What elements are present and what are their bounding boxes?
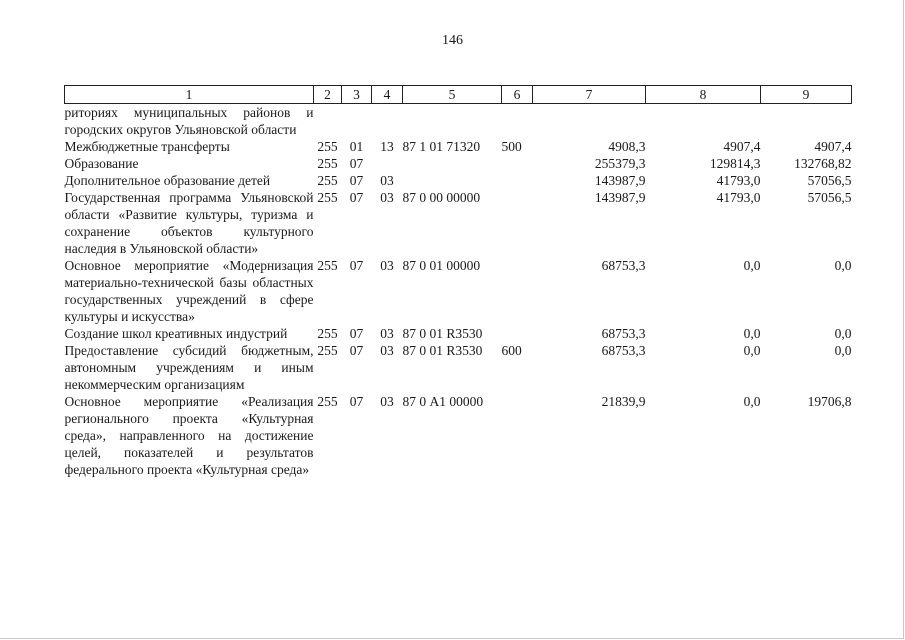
cell-section: 07 [349, 173, 364, 188]
cell-target-article: 87 0 01 R3530 [402, 326, 483, 341]
header-row [65, 86, 852, 104]
cell-section: 07 [349, 190, 364, 205]
header-cell: 8 [646, 86, 761, 104]
header-cell: 6 [502, 86, 533, 104]
header-cell: 1 [65, 86, 314, 104]
cell-amount-2 [646, 104, 761, 139]
cell-section: 07 [349, 258, 364, 273]
cell-expense-type [502, 104, 533, 139]
table-row [65, 393, 852, 478]
header-cell: 5 [403, 86, 502, 104]
header-cell: 7 [533, 86, 646, 104]
header-cell: 2 [314, 86, 342, 104]
cell-subsection: 03 [380, 326, 394, 341]
table-body [65, 104, 852, 479]
cell-expense-type [502, 155, 533, 172]
cell-section: 07 [349, 156, 364, 171]
cell-amount-3: 132768,82 [794, 156, 852, 171]
cell-amount-2: 0,0 [743, 343, 761, 358]
cell-ministry: 255 [317, 394, 338, 409]
header-cell: 4 [372, 86, 403, 104]
header-cell: 9 [761, 86, 852, 104]
cell-ministry: 255 [317, 173, 338, 188]
cell-subsection: 03 [380, 173, 394, 188]
row-name: Образование [64, 156, 139, 171]
row-name: Межбюджетные трансферты [64, 139, 230, 154]
cell-target-article: 87 1 01 71320 [402, 139, 481, 154]
cell-amount-1: 68753,3 [601, 258, 646, 273]
cell-amount-1: 143987,9 [594, 173, 646, 188]
cell-amount-2: 4907,4 [723, 139, 761, 154]
cell-expense-type [502, 325, 533, 342]
cell-amount-2: 41793,0 [716, 173, 761, 188]
cell-subsection [372, 104, 403, 139]
cell-subsection: 13 [380, 139, 394, 154]
cell-amount-3: 0,0 [834, 326, 852, 341]
cell-amount-3: 4907,4 [814, 139, 852, 154]
cell-subsection: 03 [380, 343, 394, 358]
page-number: 146 [442, 33, 463, 48]
row-name: Дополнительное образование детей [64, 173, 271, 188]
row-name: Предоставление субсидий бюджетным, автономным учреждениям и иным некоммерческим организациям [64, 343, 314, 392]
cell-ministry [314, 104, 342, 139]
cell-target-article: 87 0 А1 00000 [402, 394, 484, 409]
cell-target-article [403, 172, 502, 189]
cell-amount-1: 255379,3 [594, 156, 646, 171]
cell-amount-2: 129814,3 [709, 156, 761, 171]
cell-amount-1 [533, 104, 646, 139]
cell-expense-type: 500 [501, 139, 522, 154]
cell-amount-1: 143987,9 [594, 190, 646, 205]
cell-amount-2: 0,0 [743, 326, 761, 341]
cell-section: 01 [349, 139, 364, 154]
cell-amount-1: 21839,9 [601, 394, 646, 409]
cell-subsection: 03 [380, 258, 394, 273]
cell-amount-3: 57056,5 [807, 173, 852, 188]
header-cell: 3 [342, 86, 372, 104]
cell-amount-3: 57056,5 [807, 190, 852, 205]
cell-ministry: 255 [317, 190, 338, 205]
cell-amount-2: 0,0 [743, 258, 761, 273]
cell-ministry: 255 [317, 258, 338, 273]
table-row [65, 257, 852, 325]
cell-subsection [372, 155, 403, 172]
cell-expense-type [502, 172, 533, 189]
table-row [65, 155, 852, 172]
row-name: Государственная программа Ульяновской области «Развитие культуры, туризма и сохранение объектов культурного наследия в Ульяновской области» [64, 190, 314, 256]
cell-amount-2: 0,0 [743, 394, 761, 409]
cell-target-article: 87 0 01 00000 [402, 258, 481, 273]
row-name: Создание школ креативных индустрий [64, 326, 288, 341]
cell-amount-3: 19706,8 [807, 394, 852, 409]
cell-section: 07 [349, 326, 364, 341]
budget-table [64, 85, 852, 478]
cell-amount-1: 68753,3 [601, 326, 646, 341]
cell-subsection: 03 [380, 394, 394, 409]
cell-ministry: 255 [317, 326, 338, 341]
cell-section [342, 104, 372, 139]
cell-ministry: 255 [317, 156, 338, 171]
cell-section: 07 [349, 343, 364, 358]
table-row [65, 138, 852, 155]
table-row [65, 342, 852, 393]
table-row [65, 172, 852, 189]
cell-section: 07 [349, 394, 364, 409]
cell-amount-3: 0,0 [834, 258, 852, 273]
table-row [65, 189, 852, 257]
cell-subsection: 03 [380, 190, 394, 205]
row-name: риториях муниципальных районов и городских округов Ульяновской области [64, 105, 314, 137]
cell-target-article [403, 155, 502, 172]
cell-amount-3 [761, 104, 852, 139]
cell-amount-1: 4908,3 [608, 139, 646, 154]
row-name: Основное мероприятие «Реализация регионального проекта «Культурная среда», направленного на достижение целей, показателей и результатов федерального проекта «Культурная среда» [64, 394, 314, 477]
table-row [65, 325, 852, 342]
cell-ministry: 255 [317, 343, 338, 358]
table-row [65, 104, 852, 139]
cell-target-article [403, 104, 502, 139]
cell-target-article: 87 0 01 R3530 [402, 343, 483, 358]
cell-expense-type: 600 [501, 343, 522, 358]
row-name: Основное мероприятие «Модернизация материально-технической базы областных государственных учреждений в сфере культуры и искусства» [64, 258, 314, 324]
cell-target-article: 87 0 00 00000 [402, 190, 481, 205]
cell-amount-3: 0,0 [834, 343, 852, 358]
cell-ministry: 255 [317, 139, 338, 154]
cell-amount-1: 68753,3 [601, 343, 646, 358]
cell-expense-type [502, 189, 533, 257]
cell-amount-2: 41793,0 [716, 190, 761, 205]
cell-expense-type [502, 257, 533, 325]
cell-expense-type [502, 393, 533, 478]
